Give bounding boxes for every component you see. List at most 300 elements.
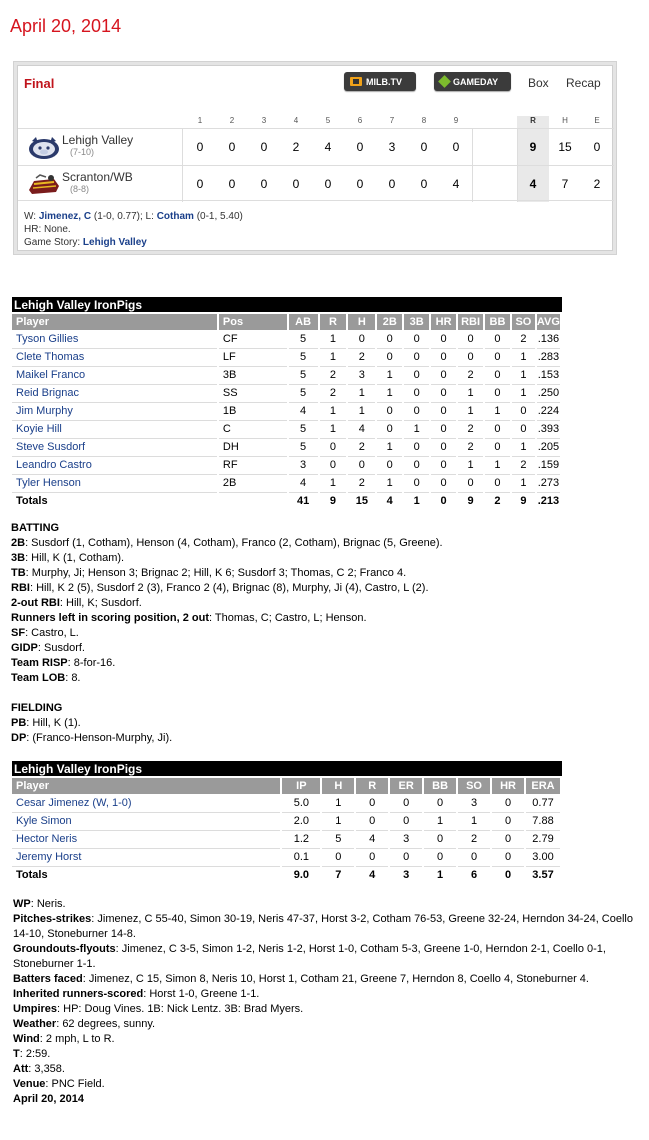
stat-cell: 0 xyxy=(321,848,355,866)
stat-cell: 1 xyxy=(484,402,511,420)
box-link[interactable]: Box xyxy=(528,76,549,90)
pitching-row xyxy=(12,812,561,830)
column-header[interactable]: R xyxy=(319,314,348,330)
note-label: PB xyxy=(11,717,27,729)
batting-row xyxy=(12,384,561,402)
team-runs: 9 xyxy=(529,140,537,154)
player-name[interactable]: Jim Murphy xyxy=(16,405,73,417)
player-link[interactable] xyxy=(12,438,218,456)
total-cell: 4 xyxy=(376,492,403,510)
team-name[interactable]: Lehigh Valley xyxy=(62,133,134,147)
note-label: TB xyxy=(11,567,26,579)
total-cell: 9 xyxy=(319,492,348,510)
game-note xyxy=(13,1002,633,1017)
inning-header: 6 xyxy=(357,116,363,125)
note-label: 2B xyxy=(11,537,26,549)
total-cell: 0 xyxy=(491,866,525,884)
stat-cell: 1 xyxy=(319,474,348,492)
stat-cell: 3.00 xyxy=(525,848,561,866)
scoreboard xyxy=(13,61,617,255)
note-label: Inherited runners-scored xyxy=(13,988,144,1000)
inning-score: 0 xyxy=(356,177,364,191)
total-cell: 9 xyxy=(457,492,484,510)
stat-cell: 0 xyxy=(355,812,389,830)
note-label: Team LOB xyxy=(11,672,66,684)
fielding-note xyxy=(11,716,172,731)
inning-score: 0 xyxy=(388,177,396,191)
column-header[interactable]: Pos xyxy=(218,314,288,330)
player-link[interactable] xyxy=(12,420,218,438)
stat-cell: 0 xyxy=(484,366,511,384)
loss-label: ; L: xyxy=(140,211,154,222)
note-text: : Hill, K 2 (5), Susdorf 2 (3), Franco 2 (4), Brignac (8), Murphy, Ji (4), Castro, L (2). xyxy=(29,582,429,594)
stat-cell: 0 xyxy=(457,474,484,492)
stat-cell: .205 xyxy=(536,438,561,456)
stat-cell: .393 xyxy=(536,420,561,438)
game-note xyxy=(13,1047,633,1062)
team-name[interactable]: Scranton/WB xyxy=(62,170,133,184)
batting-table-title: Lehigh Valley IronPigs xyxy=(12,297,562,312)
column-header[interactable]: Player xyxy=(12,314,218,330)
game-note xyxy=(13,1062,633,1077)
total-cell: 41 xyxy=(288,492,319,510)
inning-header: 4 xyxy=(293,116,299,125)
stat-cell: 1 xyxy=(457,456,484,474)
stat-cell: 0 xyxy=(511,420,536,438)
column-header[interactable]: HR xyxy=(491,778,525,794)
stat-cell: 2 xyxy=(457,366,484,384)
note-text: : Neris. xyxy=(30,898,66,910)
total-cell: 6 xyxy=(457,866,491,884)
game-notes xyxy=(13,897,633,1107)
tv-icon xyxy=(350,77,362,86)
column-header[interactable]: SO xyxy=(511,314,536,330)
inning-score: 3 xyxy=(388,140,396,154)
column-header[interactable]: RBI xyxy=(457,314,484,330)
stat-cell: 1 xyxy=(511,366,536,384)
stat-cell: 0 xyxy=(430,348,457,366)
stat-cell: 0 xyxy=(403,474,430,492)
pitching-table-title: Lehigh Valley IronPigs xyxy=(12,761,562,776)
stat-cell: 1 xyxy=(457,402,484,420)
inning-score: 0 xyxy=(324,177,332,191)
stat-cell: 1 xyxy=(511,438,536,456)
team-errors: 2 xyxy=(593,177,601,191)
stat-cell: 0 xyxy=(355,794,389,812)
note-label: Groundouts-flyouts xyxy=(13,943,116,955)
total-cell: 15 xyxy=(347,492,376,510)
stat-cell: 2 xyxy=(319,366,348,384)
stat-cell: 0 xyxy=(430,438,457,456)
pitcher-name[interactable]: Hector Neris xyxy=(16,833,78,845)
stat-cell: 1 xyxy=(376,474,403,492)
batting-note xyxy=(11,581,443,596)
total-cell: 2 xyxy=(484,492,511,510)
note-label: T xyxy=(13,1048,20,1060)
game-note xyxy=(13,987,633,1002)
stat-cell: DH xyxy=(218,438,288,456)
column-header[interactable]: ER xyxy=(389,778,423,794)
pitcher-name[interactable]: Jeremy Horst xyxy=(16,851,82,863)
stat-cell: 0 xyxy=(457,330,484,348)
column-header[interactable]: 2B xyxy=(376,314,403,330)
stat-cell: 0 xyxy=(484,438,511,456)
pitcher-name[interactable]: Cesar Jimenez xyxy=(16,796,90,809)
total-cell: 7 xyxy=(321,866,355,884)
column-header[interactable]: Player xyxy=(12,778,281,794)
inning-header: 7 xyxy=(389,116,395,125)
note-label: WP xyxy=(13,898,31,910)
inning-score: 0 xyxy=(420,140,428,154)
player-name[interactable]: Clete Thomas xyxy=(16,351,85,363)
batting-note xyxy=(11,596,443,611)
player-name[interactable]: Reid Brignac xyxy=(16,387,79,399)
pitching-row xyxy=(12,794,561,812)
pitcher-cell xyxy=(12,812,281,830)
stat-cell: 0 xyxy=(423,848,457,866)
batting-table xyxy=(12,314,562,510)
pitcher-cell xyxy=(12,794,281,812)
stat-cell: 0 xyxy=(403,438,430,456)
total-cell: .213 xyxy=(536,492,561,510)
inning-header: 5 xyxy=(325,116,331,125)
pitcher-cell xyxy=(12,848,281,866)
stat-cell: 0 xyxy=(403,348,430,366)
batting-heading: BATTING xyxy=(11,522,60,534)
totals-label: Totals xyxy=(12,492,218,510)
note-label: SF xyxy=(11,627,26,639)
note-label: Att xyxy=(13,1063,29,1075)
column-header[interactable]: HR xyxy=(430,314,457,330)
stat-cell: 0 xyxy=(403,366,430,384)
stat-cell: 0 xyxy=(423,794,457,812)
stat-cell: 1 xyxy=(376,438,403,456)
game-date: April 20, 2014 xyxy=(13,1093,84,1105)
player-link[interactable] xyxy=(12,330,218,348)
inning-score: 0 xyxy=(452,140,460,154)
note-text: : 3,358. xyxy=(28,1063,65,1075)
stat-cell: 1 xyxy=(319,402,348,420)
stat-cell: 0 xyxy=(430,330,457,348)
stat-cell: 3 xyxy=(389,830,423,848)
gameday-button[interactable] xyxy=(434,72,511,91)
fielding-notes xyxy=(11,701,172,746)
stat-cell: 1 xyxy=(319,348,348,366)
player-name[interactable]: Maikel Franco xyxy=(16,369,86,381)
stat-cell: 2 xyxy=(347,438,376,456)
inning-score: 0 xyxy=(196,140,204,154)
note-text: : Horst 1-0, Greene 1-1. xyxy=(143,988,260,1000)
stat-cell: 1 xyxy=(511,384,536,402)
note-label: DP xyxy=(11,732,27,744)
stat-cell: 0 xyxy=(389,794,423,812)
inning-header: 1 xyxy=(197,116,203,125)
note-text: : 2:59. xyxy=(19,1048,51,1060)
inning-score: 4 xyxy=(324,140,332,154)
note-text: : Hill, K; Susdorf. xyxy=(59,597,142,609)
inning-header: 2 xyxy=(229,116,235,125)
batting-note xyxy=(11,566,443,581)
stat-cell: 0 xyxy=(484,420,511,438)
note-text: : Hill, K (1). xyxy=(26,717,81,729)
total-cell: 3.57 xyxy=(525,866,561,884)
inning-score: 4 xyxy=(452,177,460,191)
batting-totals-row xyxy=(12,492,561,510)
column-header[interactable]: IP xyxy=(281,778,321,794)
stat-cell: 1 xyxy=(376,384,403,402)
stat-cell: 5 xyxy=(288,330,319,348)
stat-cell: 3 xyxy=(457,794,491,812)
column-header[interactable]: BB xyxy=(484,314,511,330)
pitcher-decision: (W, 1-0) xyxy=(92,796,132,809)
stat-cell: 0.1 xyxy=(281,848,321,866)
stat-cell: 0 xyxy=(491,830,525,848)
stat-cell: 0 xyxy=(491,794,525,812)
team-hits: 15 xyxy=(558,140,572,154)
team-record: (7-10) xyxy=(70,147,95,157)
stat-cell: 0 xyxy=(484,474,511,492)
game-note xyxy=(13,1032,633,1047)
stat-cell: 0 xyxy=(484,348,511,366)
stat-cell: 1 xyxy=(347,402,376,420)
stat-cell: 5 xyxy=(288,420,319,438)
note-text: : 2 mph, L to R. xyxy=(39,1033,115,1045)
losing-pitcher-detail: (0-1, 5.40) xyxy=(196,211,243,222)
stat-cell: 5 xyxy=(288,366,319,384)
fielding-heading: FIELDING xyxy=(11,702,63,714)
stat-cell: .273 xyxy=(536,474,561,492)
stat-cell: 0 xyxy=(389,848,423,866)
batting-note xyxy=(11,626,443,641)
inning-score: 0 xyxy=(260,177,268,191)
stat-cell: 2 xyxy=(511,456,536,474)
stat-cell: 1 xyxy=(321,794,355,812)
stat-cell: 3B xyxy=(218,366,288,384)
stat-cell: C xyxy=(218,420,288,438)
stat-cell: 5 xyxy=(288,348,319,366)
stat-cell: 2 xyxy=(347,474,376,492)
stat-cell: 0 xyxy=(491,812,525,830)
recap-link[interactable]: Recap xyxy=(566,76,601,90)
stat-cell: 4 xyxy=(288,474,319,492)
team-errors: 0 xyxy=(593,140,601,154)
stat-cell: 2.79 xyxy=(525,830,561,848)
stat-cell: 5 xyxy=(288,384,319,402)
stat-cell: .283 xyxy=(536,348,561,366)
inning-score: 0 xyxy=(228,177,236,191)
note-text: : Castro, L. xyxy=(25,627,79,639)
stat-cell: 0 xyxy=(347,330,376,348)
stat-cell: .159 xyxy=(536,456,561,474)
batting-row xyxy=(12,438,561,456)
stat-cell: 0 xyxy=(347,456,376,474)
stat-cell: 1 xyxy=(511,348,536,366)
stat-cell: 0 xyxy=(403,330,430,348)
stat-cell: 2 xyxy=(457,438,484,456)
player-link[interactable] xyxy=(12,366,218,384)
team-hits: 7 xyxy=(561,177,569,191)
note-label: Weather xyxy=(13,1018,57,1030)
batting-row xyxy=(12,420,561,438)
note-text: : 62 degrees, sunny. xyxy=(56,1018,156,1030)
batting-header-row xyxy=(12,314,561,330)
note-label: Batters faced xyxy=(13,973,83,985)
stat-cell: 0 xyxy=(376,330,403,348)
stat-cell: 4 xyxy=(355,830,389,848)
total-cell: 0 xyxy=(430,492,457,510)
note-text: : Thomas, C; Castro, L; Henson. xyxy=(209,612,367,624)
stat-cell: .224 xyxy=(536,402,561,420)
total-cell: 9.0 xyxy=(281,866,321,884)
column-header[interactable]: R xyxy=(355,778,389,794)
stat-cell: 1 xyxy=(511,474,536,492)
game-story-link[interactable]: Lehigh Valley xyxy=(82,237,147,248)
inning-header: 8 xyxy=(421,116,427,125)
gameday-label: GAMEDAY xyxy=(453,76,499,87)
inning-score: 2 xyxy=(292,140,300,154)
runs-header: R xyxy=(530,116,536,125)
stat-cell: RF xyxy=(218,456,288,474)
player-name[interactable]: Koyie Hill xyxy=(16,423,62,435)
inning-score: 0 xyxy=(260,140,268,154)
batting-row xyxy=(12,474,561,492)
game-summary xyxy=(24,210,243,249)
inning-header: 3 xyxy=(261,116,267,125)
losing-pitcher-link[interactable]: Cotham xyxy=(156,211,194,222)
stat-cell: 1 xyxy=(457,812,491,830)
player-name[interactable]: Tyler Henson xyxy=(16,477,81,489)
total-cell: 3 xyxy=(389,866,423,884)
pitcher-name[interactable]: Kyle Simon xyxy=(16,815,72,827)
errors-header: E xyxy=(594,116,600,125)
column-header[interactable]: 3B xyxy=(403,314,430,330)
win-label: W: xyxy=(24,211,37,222)
batting-note xyxy=(11,551,443,566)
game-note xyxy=(13,942,633,972)
railriders-logo-icon xyxy=(26,172,62,198)
stat-cell: SS xyxy=(218,384,288,402)
stat-cell: 0 xyxy=(457,848,491,866)
stat-cell: CF xyxy=(218,330,288,348)
milbtv-button[interactable] xyxy=(344,72,416,91)
inning-score: 0 xyxy=(196,177,204,191)
note-text: : Jimenez, C 55-40, Simon 30-19, Neris 47-37, Horst 3-2, Cotham 76-53, Greene 32-24, Herndon 34-24, Coello 14-10, Stoneburner 14-8. xyxy=(13,913,633,940)
ironpigs-logo-icon xyxy=(26,135,62,161)
batting-row xyxy=(12,456,561,474)
pitching-row xyxy=(12,848,561,866)
batting-row xyxy=(12,402,561,420)
stat-cell: 0 xyxy=(403,402,430,420)
player-link[interactable] xyxy=(12,348,218,366)
batting-note xyxy=(11,656,443,671)
batting-row xyxy=(12,330,561,348)
inning-score: 0 xyxy=(228,140,236,154)
batting-note xyxy=(11,536,443,551)
inning-header: 9 xyxy=(453,116,459,125)
stat-cell: 0 xyxy=(423,830,457,848)
winning-pitcher-link[interactable]: Jimenez, C xyxy=(38,211,92,222)
stat-cell: 2 xyxy=(457,830,491,848)
game-note xyxy=(13,1017,633,1032)
pitching-totals-row xyxy=(12,866,561,884)
note-text: : Murphy, Ji; Henson 3; Brignac 2; Hill, K 6; Susdorf 3; Thomas, C 2; Franco 4. xyxy=(25,567,407,579)
game-note xyxy=(13,912,633,942)
decisions-line xyxy=(24,210,243,223)
inning-score: 0 xyxy=(420,177,428,191)
total-cell: 1 xyxy=(403,492,430,510)
stat-cell: 0 xyxy=(430,366,457,384)
team-row-away xyxy=(18,128,614,164)
column-header[interactable]: AB xyxy=(288,314,319,330)
stat-cell: 0 xyxy=(430,384,457,402)
note-text: : Jimenez, C 3-5, Simon 1-2, Neris 1-2, Horst 1-0, Cotham 5-3, Greene 1-0, Herndon 2-1, Coello 0-1, Stoneburner 1-1. xyxy=(13,943,606,970)
stat-cell: 2B xyxy=(218,474,288,492)
stat-cell: 0 xyxy=(389,812,423,830)
column-header[interactable]: H xyxy=(347,314,376,330)
note-text: : PNC Field. xyxy=(45,1078,105,1090)
stat-cell: 4 xyxy=(347,420,376,438)
pitching-header-row xyxy=(12,778,561,794)
stat-cell: 5 xyxy=(288,438,319,456)
stat-cell: 0 xyxy=(430,474,457,492)
stat-cell: 2 xyxy=(319,384,348,402)
baseball-diamond-icon xyxy=(438,75,451,88)
note-label: 2-out RBI xyxy=(11,597,60,609)
batting-row xyxy=(12,366,561,384)
stat-cell: 1 xyxy=(403,420,430,438)
note-text: : Susdorf (1, Cotham), Henson (4, Cotham), Franco (2, Cotham), Brignac (5, Greene). xyxy=(25,537,443,549)
stat-cell: .153 xyxy=(536,366,561,384)
column-header[interactable]: BB xyxy=(423,778,457,794)
stat-cell: 0 xyxy=(457,348,484,366)
game-story-line xyxy=(24,236,243,249)
stat-cell: 0 xyxy=(491,848,525,866)
column-header[interactable]: AVG xyxy=(536,316,560,328)
home-runs-line: HR: None. xyxy=(24,224,71,235)
batting-row xyxy=(12,348,561,366)
hits-header: H xyxy=(562,116,568,125)
note-label: Pitches-strikes xyxy=(13,913,92,925)
player-name[interactable]: Tyson Gillies xyxy=(16,332,79,345)
game-story-label: Game Story: xyxy=(24,237,81,248)
stat-cell: 1.2 xyxy=(281,830,321,848)
player-name[interactable]: Leandro Castro xyxy=(16,459,92,471)
player-link[interactable] xyxy=(12,456,218,474)
team-runs: 4 xyxy=(529,177,537,191)
game-status: Final xyxy=(24,76,55,91)
note-text: : (Franco-Henson-Murphy, Ji). xyxy=(26,732,173,744)
player-name[interactable]: Steve Susdorf xyxy=(16,441,86,453)
stat-cell: 0 xyxy=(403,456,430,474)
note-label: Runners left in scoring position, 2 out xyxy=(11,612,210,624)
inning-score: 0 xyxy=(292,177,300,191)
player-link[interactable] xyxy=(12,474,218,492)
column-header[interactable]: H xyxy=(321,778,355,794)
note-label: GIDP xyxy=(11,642,38,654)
column-header[interactable]: SO xyxy=(457,778,491,794)
column-header[interactable]: ERA xyxy=(525,778,561,794)
stat-cell: 1B xyxy=(218,402,288,420)
stat-cell: 0 xyxy=(403,384,430,402)
stat-cell: 5.0 xyxy=(281,794,321,812)
stat-cell: 0 xyxy=(376,456,403,474)
player-link[interactable] xyxy=(12,384,218,402)
player-link[interactable] xyxy=(12,402,218,420)
fielding-note xyxy=(11,731,172,746)
stat-cell: 1 xyxy=(457,384,484,402)
totals-label: Totals xyxy=(12,866,281,884)
pitching-row xyxy=(12,830,561,848)
